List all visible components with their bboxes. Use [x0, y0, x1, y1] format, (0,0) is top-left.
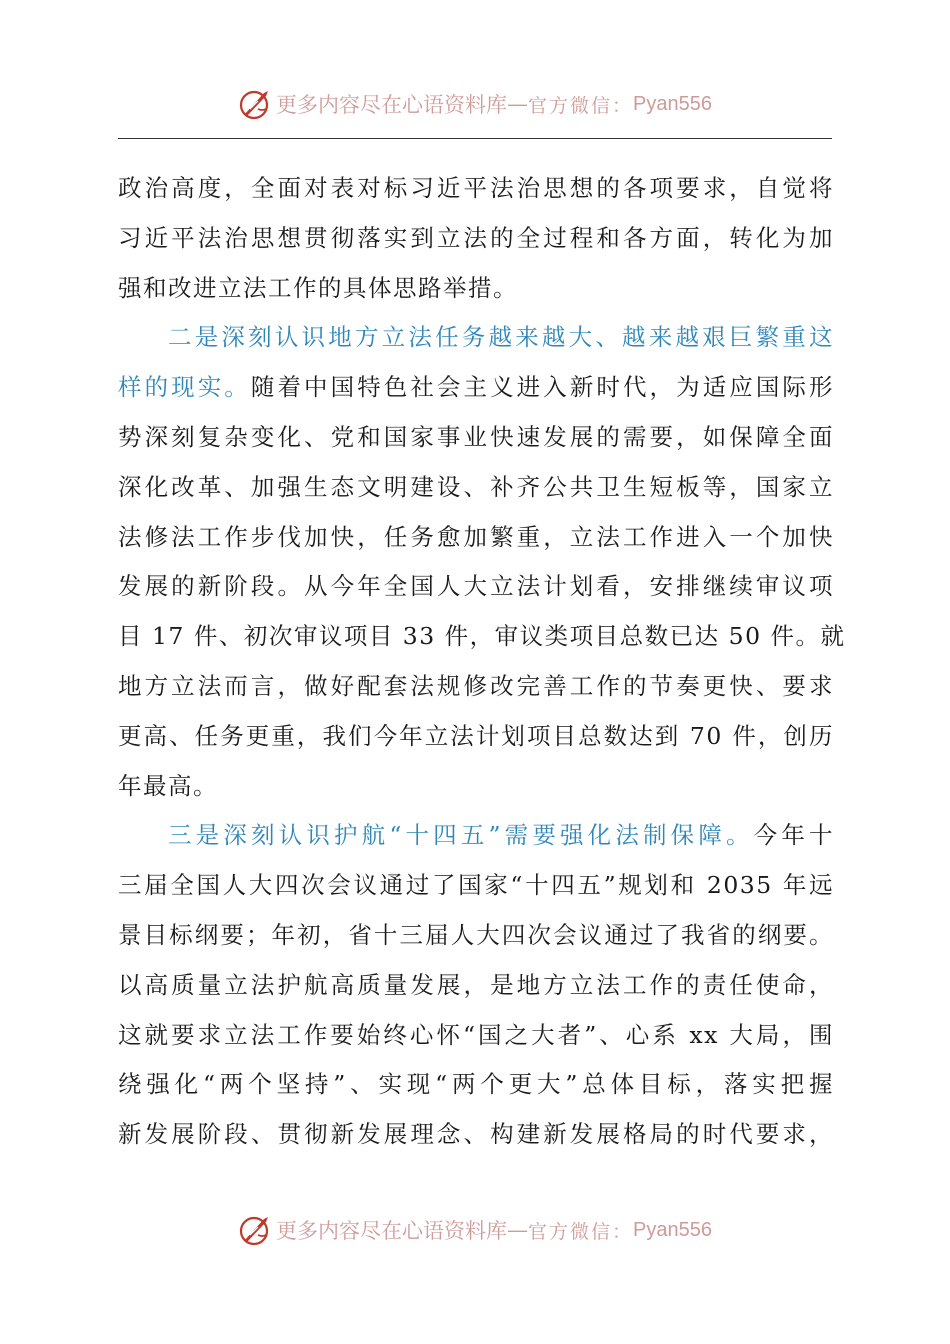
body-line: 更高、任务更重，我们今年立法计划项目总数达到 70 件，创历: [118, 721, 834, 750]
quill-logo-icon: [238, 1213, 272, 1247]
header-wechat-id: Pyan556: [633, 92, 712, 115]
section-heading-end: 样的现实。: [118, 373, 251, 402]
body-line: 政治高度，全面对表对标习近平法治思想的各项要求，自觉将: [118, 174, 834, 202]
body-text: 随着中国特色社会主义进入新时代，为适应国际形: [250, 373, 835, 402]
body-line: 年最高。: [118, 771, 218, 800]
header-banner: [0, 84, 950, 124]
body-line: 强和改进立法工作的具体思路举措。: [118, 273, 518, 302]
body-line: 新发展阶段、贯彻新发展理念、构建新发展格局的时代要求，: [118, 1120, 834, 1149]
header-divider: [118, 138, 832, 139]
body-line: 法修法工作步伐加快，任务愈加繁重，立法工作进入一个加快: [118, 522, 834, 551]
header-slogan: 更多内容尽在心语资料库: [276, 93, 507, 117]
quill-logo-icon: [238, 87, 272, 121]
body-line: 势深刻复杂变化、党和国家事业快速发展的需要，如保障全面: [118, 422, 834, 451]
body-line: 目 17 件、初次审议项目 33 件，审议类项目总数已达 50 件。就: [118, 622, 846, 651]
body-line: 这就要求立法工作要始终心怀“国之大者”、心系 xx 大局，围: [118, 1020, 834, 1049]
body-line: 深化改革、加强生态文明建设、补齐公共卫生短板等，国家立: [118, 472, 834, 501]
body-line: [118, 313, 834, 363]
body-line: 习近平法治思想贯彻落实到立法的全过程和各方面，转化为加: [118, 223, 834, 252]
body-line: 绕强化“两个坚持”、实现“两个更大”总体目标，落实把握: [118, 1070, 834, 1099]
footer-dash: —: [507, 1218, 528, 1242]
body-line: 三届全国人大四次会议通过了国家“十四五”规划和 2035 年远: [118, 871, 834, 900]
body-line: [118, 363, 834, 413]
document-body: [118, 164, 846, 1160]
header-wechat-label: 官方微信：: [528, 94, 634, 117]
body-line: 以高质量立法护航高质量发展，是地方立法工作的责任使命，: [118, 970, 834, 999]
section-heading: 二是深刻认识地方立法任务越来越大、越来越艰巨繁重这: [168, 323, 834, 352]
footer-banner: [0, 1210, 950, 1250]
header-dash: —: [507, 92, 528, 116]
footer-wechat-label: 官方微信：: [528, 1220, 634, 1243]
footer-slogan: 更多内容尽在心语资料库: [276, 1219, 507, 1243]
body-text: 今年十: [753, 821, 835, 850]
body-line: 景目标纲要；年初，省十三届人大四次会议通过了我省的纲要。: [118, 920, 834, 949]
footer-wechat-id: Pyan556: [633, 1218, 712, 1241]
body-line: 地方立法而言，做好配套法规修改完善工作的节奏更快、要求: [118, 671, 834, 700]
body-line: 发展的新阶段。从今年全国人大立法计划看，安排继续审议项: [118, 572, 834, 601]
section-heading: 三是深刻认识护航“十四五”需要强化法制保障。: [168, 821, 754, 850]
body-line: [118, 811, 834, 861]
